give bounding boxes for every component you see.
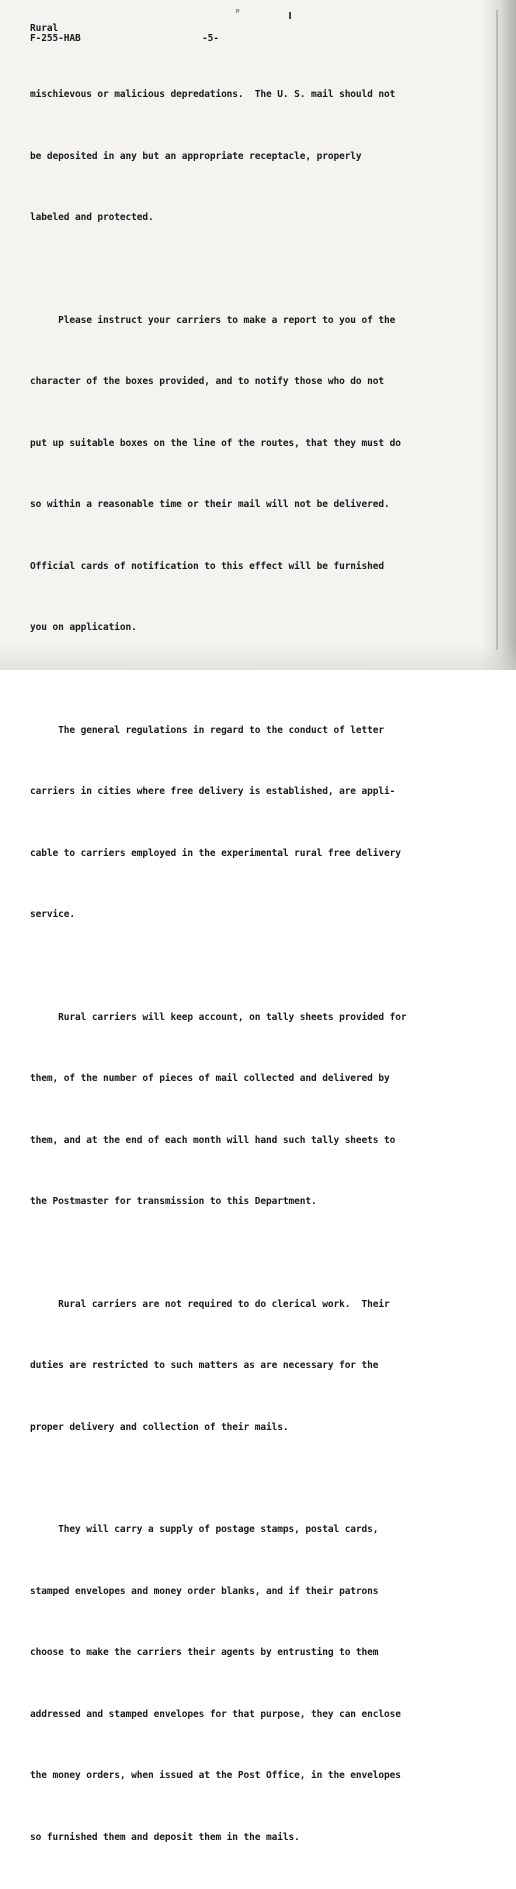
paragraph-2 [30,270,450,680]
paragraph-5 [30,1254,450,1480]
text-line: the money orders, when issued at the Post Office, in the envelopes [30,1770,401,1781]
text-line: character of the boxes provided, and to notify those who do not [30,376,385,387]
text-line: The general regulations in regard to the conduct of letter [30,724,385,736]
file-code: F-255-HAB [30,33,81,44]
text-line: addressed and stamped envelopes for that purpose, they can enclose [30,1708,401,1720]
paragraph-3 [30,680,450,967]
text-line: you on application. [30,622,137,633]
text-line: the Postmaster for transmission to this Department. [30,1196,317,1207]
text-line: cable to carriers employed in the experimental rural free delivery [30,847,401,859]
text-line: put up suitable boxes on the line of the routes, that they must do [30,437,401,449]
text-line: so within a reasonable time or their mail will not be delivered. [30,499,390,510]
text-line: proper delivery and collection of their mails. [30,1421,289,1433]
text-line: They will carry a supply of postage stamps, postal cards, [30,1524,379,1535]
text-line: be deposited in any but an appropriate receptacle, properly [30,150,362,162]
text-line: Official cards of notification to this effect will be furnished [30,560,385,572]
stray-speck [289,12,291,19]
text-line: labeled and protected. [30,212,154,223]
text-line: mischievous or malicious depredations. The U. S. mail should not [30,89,396,100]
text-line: Rural carriers are not required to do clerical work. Their [30,1298,390,1310]
text-line: them, and at the end of each month will hand such tally sheets to [30,1134,396,1146]
paragraph-4 [30,967,450,1254]
series-label: Rural [30,23,59,34]
text-line: so furnished them and deposit them in the mails. [30,1831,300,1843]
typed-letter [30,24,450,1889]
text-line: Rural carriers will keep account, on tally sheets provided for [30,1011,407,1023]
text-line: carriers in cities where free delivery is established, are appli- [30,786,396,797]
text-line: Please instruct your carriers to make a report to you of the [30,314,396,326]
header-row [30,34,450,44]
text-line: stamped envelopes and money order blanks, and if their patrons [30,1585,379,1597]
text-line: duties are restricted to such matters as are necessary for the [30,1360,379,1371]
stray-mark: ᵖ [236,8,240,18]
paragraph-1 [30,44,450,270]
scan-edge-line [496,10,498,650]
scan-edge-shadow [482,0,516,670]
page-number: -5- [202,33,219,44]
text-line: choose to make the carriers their agents by entrusting to them [30,1647,379,1658]
paragraph-6 [30,1479,450,1889]
text-line: service. [30,909,75,920]
text-line: them, of the number of pieces of mail collected and delivered by [30,1073,390,1084]
